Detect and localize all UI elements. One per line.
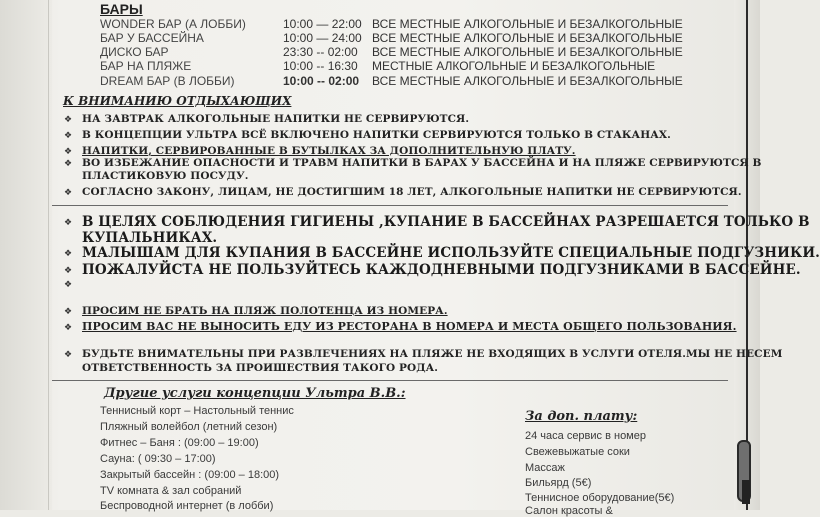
bullet-icon: ❖ (64, 307, 73, 317)
other-services-title: Другие услуги концепции Ультра В.В.: (104, 386, 406, 401)
service-item: Фитнес – Баня : (09:00 – 19:00) (100, 437, 259, 449)
paid-service-item: Бильярд (5€) (525, 477, 592, 489)
bar-name: БАР НА ПЛЯЖЕ (100, 59, 192, 73)
service-item: Сауна: ( 09:30 – 17:00) (100, 453, 216, 465)
bar-name: WONDER БАР (А ЛОББИ) (100, 17, 246, 31)
paid-service-item: Массаж (525, 462, 565, 474)
rule-item: ВО ИЗБЕЖАНИЕ ОПАСНОСТИ И ТРАВМ НАПИТКИ В БАРАХ У БАССЕЙНА И НА ПЛЯЖЕ СЕРВИРУЮТСЯ В (82, 157, 762, 169)
bar-drinks: ВСЕ МЕСТНЫЕ АЛКОГОЛЬНЫЕ И БЕЗАЛКОГОЛЬНЫЕ (372, 31, 683, 45)
hygiene-rule: МАЛЫШАМ ДЛЯ КУПАНИЯ В БАССЕЙНЕ ИСПОЛЬЗУЙТЕ СПЕЦИАЛЬНЫЕ ПОДГУЗНИКИ. (82, 245, 820, 261)
rule-item: СОГЛАСНО ЗАКОНУ, ЛИЦАМ, НЕ ДОСТИГШИМ 18 ЛЕТ, АЛКОГОЛЬНЫЕ НАПИТКИ НЕ СЕРВИРУЮТСЯ. (82, 186, 742, 198)
service-item: Беспроводной интернет (в лобби) (100, 500, 274, 512)
bars-title: БАРЫ (100, 1, 143, 17)
attention-title: К ВНИМАНИЮ ОТДЫХАЮЩИХ (63, 94, 292, 108)
bullet-icon: ❖ (64, 249, 73, 259)
bar-drinks: ВСЕ МЕСТНЫЕ АЛКОГОЛЬНЫЕ И БЕЗАЛКОГОЛЬНЫЕ (372, 45, 683, 59)
rule-item: НАПИТКИ, СЕРВИРОВАННЫЕ В БУТЫЛКАХ ЗА ДОПОЛНИТЕЛЬНУЮ ПЛАТУ. (82, 145, 576, 157)
rule-item: НА ЗАВТРАК АЛКОГОЛЬНЫЕ НАПИТКИ НЕ СЕРВИРУЮТСЯ. (82, 113, 470, 125)
bar-hours: 10:00 -- 16:30 (283, 59, 358, 73)
paid-service-item: Теннисное оборудование(5€) (525, 492, 675, 504)
bar-hours: 10:00 — 22:00 (283, 17, 362, 31)
bar-hours: 10:00 -- 02:00 (283, 74, 360, 88)
paper-fold-line (48, 0, 49, 510)
section-divider (52, 205, 728, 206)
bullet-icon: ❖ (64, 147, 73, 157)
bullet-icon: ❖ (64, 159, 73, 169)
request-item: ПРОСИМ ВАС НЕ ВЫНОСИТЬ ЕДУ ИЗ РЕСТОРАНА В НОМЕРА И МЕСТА ОБЩЕГО ПОЛЬЗОВАНИЯ. (82, 320, 737, 333)
bullet-icon: ❖ (64, 218, 73, 228)
bar-hours: 10:00 — 24:00 (283, 31, 362, 45)
hygiene-rule: В ЦЕЛЯХ СОБЛЮДЕНИЯ ГИГИЕНЫ ,КУПАНИЕ В БАССЕЙНАХ РАЗРЕШАЕТСЯ ТОЛЬКО В (82, 214, 810, 230)
bullet-icon: ❖ (64, 131, 73, 141)
bullet-icon: ❖ (64, 350, 73, 360)
bar-row (100, 17, 246, 31)
rule-item: В КОНЦЕПЦИИ УЛЬТРА ВСЁ ВКЛЮЧЕНО НАПИТКИ СЕРВИРУЮТСЯ ТОЛЬКО В СТАКАНАХ. (82, 129, 671, 141)
bar-drinks: ВСЕ МЕСТНЫЕ АЛКОГОЛЬНЫЕ И БЕЗАЛКОГОЛЬНЫЕ (372, 17, 683, 31)
bullet-icon: ❖ (64, 188, 73, 198)
liability-note: БУДЬТЕ ВНИМАТЕЛЬНЫ ПРИ РАЗВЛЕЧЕНИЯХ НА ПЛЯЖЕ НЕ ВХОДЯЩИХ В УСЛУГИ ОТЕЛЯ.МЫ НЕ НЕСЕМ (82, 348, 783, 360)
service-item: Закрытый бассейн : (09:00 – 18:00) (100, 469, 280, 481)
bullet-icon: ❖ (64, 266, 73, 276)
bar-hours: 23:30 -- 02:00 (283, 45, 358, 59)
paper-left-edge (0, 0, 52, 510)
bar-name: БАР У БАССЕЙНА (100, 31, 204, 45)
bar-name: ДИСКО БАР (100, 45, 169, 59)
bullet-icon: ❖ (64, 280, 73, 290)
extra-pay-title: За доп. плату: (525, 409, 638, 424)
bar-drinks: ВСЕ МЕСТНЫЕ АЛКОГОЛЬНЫЕ И БЕЗАЛКОГОЛЬНЫЕ (372, 74, 683, 88)
paid-service-item: Свежевыжатые соки (525, 446, 630, 458)
bullet-icon: ❖ (64, 323, 73, 333)
hygiene-rule: ПОЖАЛУЙСТА НЕ ПОЛЬЗУЙТЕСЬ КАЖДОДНЕВНЫМИ ПОДГУЗНИКАМИ В БАССЕЙНЕ. (82, 262, 801, 278)
binder-clip-icon (742, 480, 750, 504)
section-divider (52, 380, 728, 381)
service-item: Теннисный корт – Настольный теннис (100, 405, 294, 417)
paid-service-item: 24 часа сервис в номер (525, 430, 646, 442)
bar-name: DREAM БАР (В ЛОББИ) (100, 74, 235, 88)
bar-drinks: МЕСТНЫЕ АЛКОГОЛЬНЫЕ И БЕЗАЛКОГОЛЬНЫЕ (372, 59, 656, 73)
service-item: TV комната & зал собраний (100, 485, 242, 497)
request-item: ПРОСИМ НЕ БРАТЬ НА ПЛЯЖ ПОЛОТЕНЦА ИЗ НОМЕРА. (82, 305, 448, 317)
hygiene-rule-cont: КУПАЛЬНИКАХ. (82, 230, 218, 246)
bullet-icon: ❖ (64, 115, 73, 125)
rule-item-cont: ПЛАСТИКОВУЮ ПОСУДУ. (82, 170, 249, 182)
paid-service-item: Салон красоты & (525, 505, 613, 517)
service-item: Пляжный волейбол (летний сезон) (100, 421, 278, 433)
liability-note-cont: ОТВЕТСТВЕННОСТЬ ЗА ПРОИШЕСТВИЯ ТАКОГО РОДА. (82, 362, 439, 374)
